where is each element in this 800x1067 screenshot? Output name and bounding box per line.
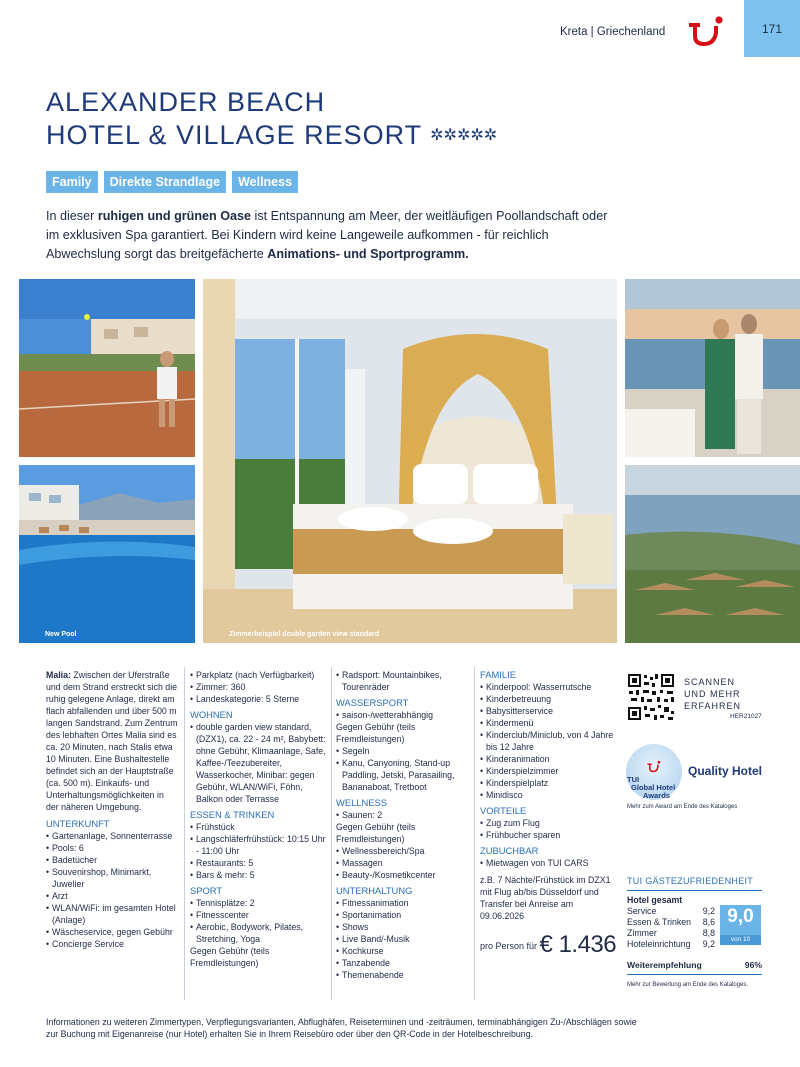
column-divider bbox=[474, 667, 475, 1000]
wassersport-list bbox=[336, 709, 470, 721]
section-unterhaltung-title: UNTERHALTUNG bbox=[336, 885, 413, 896]
unterkunft-list bbox=[46, 830, 178, 950]
location-description: Malia: Zwischen der Uferstraße und dem Strand erstreckt sich die ruhig gelegene Anlage, direkt am flach abfallenden und über 500 m langen Sandstrand. Zum Zentrum des lebhaften Ortes Malia sind es ca. 20 Minuten, nach Stalis etwa 10 Minuten. Eine Bushaltestelle befindet sich an der Hauptstraße (ca. 500 m). Einkaufs- und Unterhaltungsmöglichkeiten in der näheren Umgebung. bbox=[46, 670, 178, 812]
list-item: • Kanu, Canyoning, Stand-up Paddling, Jetski, Parasailing, Bananaboat, Tretboot bbox=[336, 757, 470, 793]
list-item: • Babysitterservice bbox=[480, 705, 620, 717]
intro-highlight-1: ruhigen und grünen Oase bbox=[97, 209, 252, 223]
column-activities bbox=[336, 669, 470, 981]
list-item: • Pools: 6 bbox=[46, 842, 178, 854]
wassersport-fee-list bbox=[336, 745, 470, 793]
tag-beach: Direkte Strandlage bbox=[104, 171, 226, 193]
column-divider bbox=[184, 667, 185, 1000]
rating-row: Zimmer 8,8 bbox=[627, 928, 715, 938]
rating-note: Mehr zur Bewertung am Ende des Kataloges. bbox=[627, 982, 749, 988]
section-wohnen-title: WOHNEN bbox=[190, 709, 233, 720]
section-wellness-title: WELLNESS bbox=[336, 797, 388, 808]
title-line-1: ALEXANDER BEACH bbox=[46, 87, 326, 117]
overall-score-badge bbox=[720, 905, 761, 945]
rating-title: TUI GÄSTEZUFRIEDENHEIT bbox=[627, 876, 754, 886]
list-item: • Badetücher bbox=[46, 854, 178, 866]
list-item: • Massagen bbox=[336, 857, 470, 869]
list-item: • Segeln bbox=[336, 745, 470, 757]
list-item: • Wellnessbereich/Spa bbox=[336, 845, 470, 857]
list-item: • saison-/wetterabhängig bbox=[336, 709, 470, 721]
list-item: • Saunen: 2 bbox=[336, 809, 470, 821]
column-family bbox=[480, 669, 620, 922]
award-label: Quality Hotel bbox=[688, 764, 763, 778]
recommendation-value: 96% bbox=[744, 960, 762, 970]
award-text: TUI Global Hotel Awards bbox=[627, 775, 676, 800]
list-item: • Sportanimation bbox=[336, 909, 470, 921]
section-unterkunft-title: UNTERKUNFT bbox=[46, 818, 110, 829]
list-item: • WLAN/WiFi: im gesamten Hotel (Anlage) bbox=[46, 902, 178, 926]
list-item: • Restaurants: 5 bbox=[190, 857, 328, 869]
list-item: • Concierge Service bbox=[46, 938, 178, 950]
list-item: • Mietwagen von TUI CARS bbox=[480, 857, 620, 869]
list-item: • double garden view standard, (DZX1), ca. 22 - 24 m², Babybett: ohne Gebühr, Klimaanlage, Safe, Kaffee-/Teezubereiter, Wasserkocher, Minibar: gegen Gebühr, WLAN/WiFi, Föhn, Balkon oder Terrasse bbox=[190, 721, 328, 805]
wellness-fee-note: Gegen Gebühr (teils Fremdleistungen) bbox=[336, 822, 416, 844]
rating-row: Essen & Trinken 8,6 bbox=[627, 917, 715, 927]
caption-room: Zimmerbeispiel double garden view standard bbox=[229, 631, 380, 638]
hotel-code: HER21027 bbox=[730, 713, 762, 720]
list-item: • Kinderbetreuung bbox=[480, 693, 620, 705]
list-item: • Bars & mehr: 5 bbox=[190, 869, 328, 881]
tui-smile-logo-icon bbox=[686, 14, 726, 48]
wohnen-list bbox=[190, 721, 328, 805]
page-number-badge: 171 bbox=[744, 0, 800, 57]
photo-room bbox=[203, 279, 617, 643]
rating-row: Service 9,2 bbox=[627, 906, 715, 916]
list-item: • Arzt bbox=[46, 890, 178, 902]
column-facilities bbox=[190, 669, 328, 969]
vorteile-list bbox=[480, 817, 620, 841]
tag-wellness: Wellness bbox=[232, 171, 298, 193]
wellness-list bbox=[336, 809, 470, 821]
section-vorteile-title: VORTEILE bbox=[480, 805, 527, 816]
footer-note: Informationen zu weiteren Zimmertypen, Verpflegungsvarianten, Abflughäfen, Reiseterminen und -zeiträumen, terminabhängigen Zu-/Abschlägen sowie zur Buchung mit Eigenanreise (nur Hotel) erhalten Sie in Ihrem Reisebüro oder über den QR-Code in der Hotelbeschreibung. bbox=[46, 1017, 637, 1039]
title-line-2: HOTEL & VILLAGE RESORT bbox=[46, 120, 422, 150]
list-item: • Kinderclub/Miniclub, von 4 Jahre bis 12 Jahre bbox=[480, 729, 620, 753]
rating-table bbox=[627, 895, 715, 950]
list-item: • Kochkurse bbox=[336, 945, 470, 957]
list-item: • Gartenanlage, Sonnenterrasse bbox=[46, 830, 178, 842]
list-item: • Langschläferfrühstück: 10:15 Uhr - 11:00 Uhr bbox=[190, 833, 328, 857]
header-location: Kreta | Griechenland bbox=[560, 26, 666, 38]
hotel-title bbox=[46, 86, 497, 152]
familie-list bbox=[480, 681, 620, 801]
list-item: • Radsport: Mountainbikes, Tourenräder bbox=[336, 669, 470, 693]
rating-stars: ✲✲✲✲✲ bbox=[430, 127, 498, 144]
caption-new-pool: New Pool bbox=[45, 631, 77, 638]
section-essen-title: ESSEN & TRINKEN bbox=[190, 809, 275, 820]
radsport-list bbox=[336, 669, 470, 693]
rating-row: Hoteleinrichtung 9,2 bbox=[627, 939, 715, 949]
tui-smile-small-icon bbox=[646, 760, 662, 773]
photo-tennis bbox=[19, 279, 195, 457]
section-familie-title: FAMILIE bbox=[480, 669, 516, 680]
list-item: • Zimmer: 360 bbox=[190, 681, 328, 693]
photo-couple-sea bbox=[625, 279, 800, 457]
wellness-fee-list bbox=[336, 845, 470, 881]
price-value: € 1.436 bbox=[539, 931, 617, 958]
list-item: • Parkplatz (nach Verfügbarkeit) bbox=[190, 669, 328, 681]
section-zubuchbar-title: ZUBUCHBAR bbox=[480, 845, 539, 856]
feature-tags bbox=[46, 171, 298, 193]
facilities-list bbox=[190, 669, 328, 705]
list-item: • Minidisco bbox=[480, 789, 620, 801]
award-note: Mehr zum Award am Ende des Kataloges bbox=[627, 804, 738, 810]
divider bbox=[627, 890, 762, 891]
photo-pool bbox=[19, 465, 195, 643]
recommendation bbox=[627, 960, 762, 970]
divider bbox=[627, 974, 762, 975]
rating-row: Hotel gesamt bbox=[627, 895, 683, 905]
list-item: • Kinderspielplatz bbox=[480, 777, 620, 789]
list-item: • Live Band/-Musik bbox=[336, 933, 470, 945]
unterhaltung-list bbox=[336, 897, 470, 981]
sport-list bbox=[190, 897, 328, 945]
sport-fee-note: Gegen Gebühr (teils Fremdleistungen) bbox=[190, 946, 270, 968]
list-item: • Landeskategorie: 5 Sterne bbox=[190, 693, 328, 705]
recommendation-label: Weiterempfehlung bbox=[627, 960, 702, 970]
essen-list bbox=[190, 821, 328, 881]
list-item: • Zug zum Flug bbox=[480, 817, 620, 829]
wassersport-fee-note: Gegen Gebühr (teils Fremdleistungen) bbox=[336, 722, 416, 744]
column-location bbox=[46, 669, 178, 950]
tag-family: Family bbox=[46, 171, 98, 193]
list-item: • Kinderspielzimmer bbox=[480, 765, 620, 777]
intro-highlight-2: Animations- und Sportprogramm. bbox=[267, 247, 469, 261]
list-item: • Kinderpool: Wasserrutsche bbox=[480, 681, 620, 693]
list-item: • Frühbucher sparen bbox=[480, 829, 620, 841]
list-item: • Kinderanimation bbox=[480, 753, 620, 765]
list-item: • Fitnessanimation bbox=[336, 897, 470, 909]
list-item: • Themenabende bbox=[336, 969, 470, 981]
price-example: z.B. 7 Nächte/Frühstück im DZX1 mit Flug ab/bis Düsseldorf und Transfer bei Anreise am 09.06.2026 bbox=[480, 875, 611, 921]
qr-code-icon[interactable] bbox=[627, 673, 675, 721]
column-divider bbox=[331, 667, 332, 1000]
section-wassersport-title: WASSERSPORT bbox=[336, 697, 409, 708]
price-prefix: pro Person für bbox=[480, 941, 538, 951]
photo-beach-umbrellas bbox=[625, 465, 800, 643]
list-item: • Aerobic, Bodywork, Pilates, Stretching, Yoga bbox=[190, 921, 328, 945]
list-item: • Frühstück bbox=[190, 821, 328, 833]
price bbox=[480, 931, 616, 959]
zubuchbar-list bbox=[480, 857, 620, 869]
list-item: • Souvenirshop, Minimarkt, Juwelier bbox=[46, 866, 178, 890]
list-item: • Tennisplätze: 2 bbox=[190, 897, 328, 909]
section-sport-title: SPORT bbox=[190, 885, 223, 896]
list-item: • Tanzabende bbox=[336, 957, 470, 969]
list-item: • Wäscheservice, gegen Gebühr bbox=[46, 926, 178, 938]
list-item: • Fitnesscenter bbox=[190, 909, 328, 921]
list-item: • Beauty-/Kosmetikcenter bbox=[336, 869, 470, 881]
overall-score: 9,0 bbox=[727, 906, 754, 927]
scan-cta: SCANNEN UND MEHR ERFAHREN bbox=[684, 677, 742, 711]
score-scale: von 10 bbox=[720, 935, 761, 945]
list-item: • Kindermenü bbox=[480, 717, 620, 729]
list-item: • Shows bbox=[336, 921, 470, 933]
intro-paragraph: In dieser ruhigen und grünen Oase ist Entspannung am Meer, der weitläufigen Poollandschaft oder im exklusiven Spa garantiert. Bei Kindern wird keine Langeweile aufkommen - für reichlich Abwechslung sorgt das breitgefächerte Animations- und Sportprogramm. bbox=[46, 209, 608, 261]
